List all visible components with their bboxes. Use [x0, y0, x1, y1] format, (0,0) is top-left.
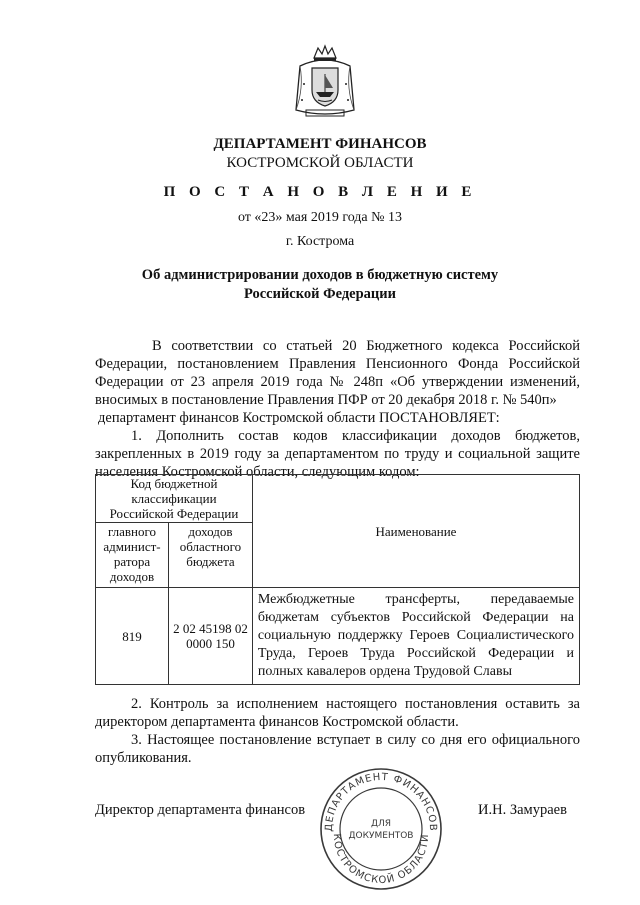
stamp-inner-line-1: ДЛЯ — [370, 819, 392, 829]
resolve-paragraph: департамент финансов Костромской области ПОСТАНОВЛЯЕТ: — [98, 410, 500, 426]
table-cell-name: Межбюджетные трансферты, передаваемые бюджетам субъектов Российской Федерации на социальную поддержку Героев Социалистического Труда, Героев Труда Российской Федерации и полных кавалеров ордена Трудовой Славы — [252, 588, 579, 685]
document-type: П О С Т А Н О В Л Е Н И Е — [163, 184, 477, 200]
subject-line-1: Об администрировании доходов в бюджетную систему — [141, 267, 499, 283]
signatory-name: И.Н. Замураев — [478, 802, 567, 818]
table-header-row — [96, 475, 580, 523]
table-cell-income-code: 2 02 45198 02 0000 150 — [169, 588, 253, 685]
table-group-header: Код бюджетной классификации Российской Федерации — [96, 475, 253, 523]
item-1-paragraph: 1. Дополнить состав кодов классификации доходов бюджетов, закрепленных в 2019 году за департаментом по труду и социальной защите населения Костромской области, следующим кодом: — [95, 428, 580, 480]
item-3-paragraph: 3. Настоящее постановление вступает в силу со дня его официального опубликования. — [95, 732, 580, 766]
document-city: г. Кострома — [285, 234, 355, 249]
table-row — [96, 588, 580, 685]
region-name: КОСТРОМСКОЙ ОБЛАСТИ — [226, 155, 414, 171]
stamp-outer-top-text: ДЕПАРТАМЕНТ ФИНАНСОВ — [323, 771, 439, 832]
stamp-inner-line-2: ДОКУМЕНТОВ — [348, 831, 414, 841]
table-cell-admin-code: 819 — [96, 588, 169, 685]
coat-of-arms-icon — [292, 44, 358, 120]
item-2-paragraph: 2. Контроль за исполнением настоящего постановления оставить за директором департамента финансов Костромской области. — [95, 696, 580, 730]
document-subject — [0, 266, 640, 304]
signatory-position: Директор департамента финансов — [95, 802, 306, 818]
table-header-admin: главного админист-ратора доходов — [96, 523, 169, 588]
classification-codes-table — [95, 474, 580, 685]
stamp-outer-bottom-text: КОСТРОМСКОЙ ОБЛАСТИ — [330, 833, 432, 887]
table-header-income: доходов областного бюджета — [169, 523, 253, 588]
intro-paragraph: В соответствии со статьей 20 Бюджетного кодекса Российской Федерации, постановлением Правления Пенсионного Фонда Российской Федерации от 23 апреля 2019 года № 248п «Об утверждении изменений, вносимых в постановление Правления ПФР от 20 декабря 2018 г. № 540п» — [95, 338, 580, 408]
department-name: ДЕПАРТАМЕНТ ФИНАНСОВ — [213, 136, 427, 152]
official-stamp-icon — [318, 766, 444, 892]
table-header-name: Наименование — [252, 475, 579, 588]
subject-line-2: Российской Федерации — [243, 286, 396, 302]
document-date-number: от «23» мая 2019 года № 13 — [237, 210, 403, 225]
